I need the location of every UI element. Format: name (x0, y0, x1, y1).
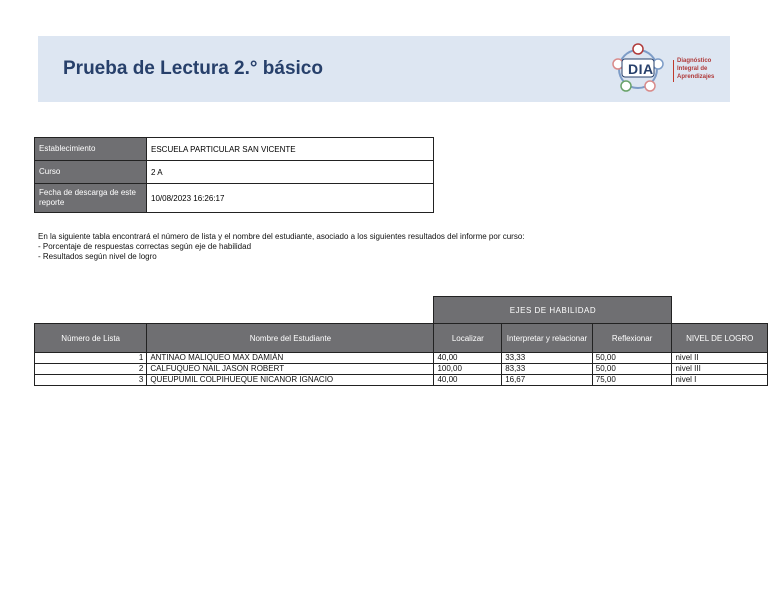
cell-name: CALFUQUEO NAIL JASON ROBERT (147, 364, 434, 375)
col-header-name: Nombre del Estudiante (147, 324, 434, 353)
logo-separator (673, 60, 674, 82)
cell-number: 1 (35, 353, 147, 364)
col-header-localizar: Localizar (434, 324, 502, 353)
logo-subtitle: Diagnóstico Integral de Aprendizajes (677, 58, 715, 80)
cell-localizar: 40,00 (434, 375, 502, 386)
cell-interpretar: 16,67 (502, 375, 593, 386)
page-title: Prueba de Lectura 2.° básico (63, 58, 323, 79)
table-row (35, 364, 768, 375)
cell-interpretar: 83,33 (502, 364, 593, 375)
info-label: Establecimiento (35, 138, 147, 161)
table-row (35, 375, 768, 386)
cell-reflexionar: 50,00 (592, 353, 672, 364)
info-table (34, 137, 434, 213)
info-label: Curso (35, 161, 147, 184)
report-header (38, 36, 730, 102)
intro-line: - Resultados según nivel de logro (38, 252, 157, 261)
cell-localizar: 100,00 (434, 364, 502, 375)
info-value: 2 A (147, 161, 434, 184)
cell-nivel: nivel I (672, 375, 768, 386)
col-header-reflexionar: Reflexionar (592, 324, 672, 353)
info-row-curso (35, 161, 434, 184)
table-row (35, 353, 768, 364)
cell-reflexionar: 75,00 (592, 375, 672, 386)
cell-nivel: nivel II (672, 353, 768, 364)
dia-logo (606, 42, 724, 96)
cell-nivel: nivel III (672, 364, 768, 375)
intro-line: - Porcentaje de respuestas correctas según eje de habilidad (38, 242, 252, 251)
results-group-row (35, 297, 768, 324)
results-header-row (35, 324, 768, 353)
cell-number: 2 (35, 364, 147, 375)
col-header-nivel: NIVEL DE LOGRO (672, 324, 768, 353)
info-label: Fecha de descarga de este reporte (35, 184, 147, 213)
cell-localizar: 40,00 (434, 353, 502, 364)
info-row-fecha (35, 184, 434, 213)
col-header-number: Número de Lista (35, 324, 147, 353)
intro-text (38, 232, 525, 262)
intro-line: En la siguiente tabla encontrará el número de lista y el nombre del estudiante, asociado a los siguientes resultados del informe por curso: (38, 232, 525, 241)
info-row-establecimiento (35, 138, 434, 161)
info-value: ESCUELA PARTICULAR SAN VICENTE (147, 138, 434, 161)
col-header-interpretar: Interpretar y relacionar (502, 324, 593, 353)
logo-text: DIA (628, 61, 654, 77)
cell-reflexionar: 50,00 (592, 364, 672, 375)
cell-number: 3 (35, 375, 147, 386)
group-header-ejes: EJES DE HABILIDAD (434, 297, 672, 324)
cell-name: QUEUPUMIL COLPIHUEQUE NICANOR IGNACIO (147, 375, 434, 386)
info-value: 10/08/2023 16:26:17 (147, 184, 434, 213)
cell-interpretar: 33,33 (502, 353, 593, 364)
cell-name: ANTINAO MALIQUEO MAX DAMIÁN (147, 353, 434, 364)
results-table (34, 296, 768, 386)
